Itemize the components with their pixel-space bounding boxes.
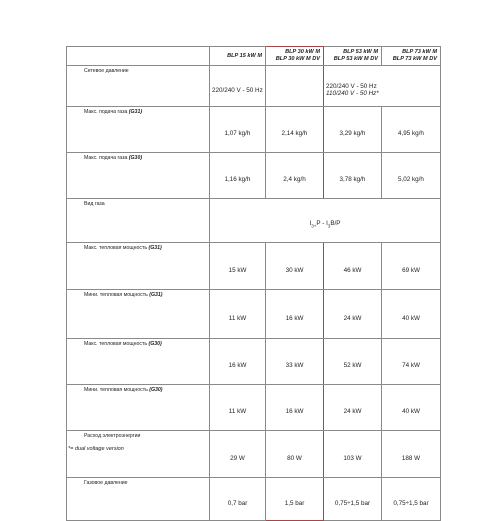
header-col4-line2: BLP 73 kW M DV (392, 56, 437, 62)
table-cell: 29 W (210, 431, 266, 478)
row-label: Сетевое давление (67, 66, 210, 107)
table-cell: 69 kW (382, 243, 441, 290)
footnote: *= dual voltage version (68, 446, 124, 452)
label-text: Мини. тепловая мощность (84, 387, 150, 393)
row-max-power-g30 (67, 339, 441, 385)
header-col3-line1: BLP 53 kW M (343, 49, 378, 55)
table-cell: 15 kW (210, 243, 266, 290)
row-min-power-g30 (67, 385, 441, 431)
row-label (67, 243, 210, 290)
table-cell: 16 kW (266, 385, 324, 431)
voltage-line2: 110/240 V - 50 Hz* (326, 90, 379, 97)
row-min-power-g31 (67, 290, 441, 339)
voltage-value: 220/240 V - 50 Hz (212, 86, 263, 94)
header-empty-cell (67, 47, 210, 66)
row-electric (67, 431, 441, 478)
label-text: Мини. тепловая мощность (84, 292, 150, 298)
label-text: Макс. подача газа (84, 109, 129, 115)
header-col-blp15 (210, 47, 266, 66)
row-voltage (67, 66, 441, 107)
table-cell: 24 kW (324, 290, 382, 339)
row-label: Вид газа (67, 199, 210, 243)
table-cell: 24 kW (324, 385, 382, 431)
table-cell: 1,16 kg/h (210, 153, 266, 199)
gas-sub2: 3 (327, 223, 331, 229)
table-cell: 0,75÷1,5 bar (324, 478, 382, 521)
row-label: Газовое давление (67, 478, 210, 521)
table-cell: 16 kW (210, 339, 266, 385)
label-gas: (G31) (148, 245, 162, 251)
header-row (67, 47, 441, 66)
table-cell: 46 kW (324, 243, 382, 290)
voltage-blp30 (266, 66, 324, 107)
gas-sub1: 3+ (311, 223, 317, 229)
table-cell: 40 kW (382, 290, 441, 339)
label-text: Макс. тепловая мощность (84, 341, 149, 347)
table-cell: 16 kW (266, 290, 324, 339)
label-gas: (G30) (128, 155, 143, 161)
table-cell: 1,07 kg/h (210, 107, 266, 153)
table-cell: 3,29 kg/h (324, 107, 382, 153)
row-label: Расход электроэнергии (67, 431, 210, 478)
label-text: Макс. подача газа (84, 155, 129, 161)
row-gas-g30 (67, 153, 441, 199)
row-label (67, 290, 210, 339)
row-gas-pressure (67, 478, 441, 521)
table-cell: 52 kW (324, 339, 382, 385)
gas-i: I (309, 220, 312, 228)
header-col2-line2: BLP 30 kW M DV (275, 56, 320, 62)
header-col-blp53 (324, 47, 382, 66)
voltage-blp53-73 (324, 66, 441, 107)
table-cell: 103 W (324, 431, 382, 478)
row-label (67, 153, 210, 199)
header-col4-line1: BLP 73 kW M (402, 49, 437, 55)
gas-type-value (210, 199, 441, 243)
label-text: Макс. тепловая мощность (84, 245, 149, 251)
table-cell: 0,75÷1,5 bar (382, 478, 441, 521)
table-cell: 33 kW (266, 339, 324, 385)
table-cell: 30 kW (266, 243, 324, 290)
row-gas-type (67, 199, 441, 243)
header-col-blp73 (382, 47, 441, 66)
voltage-line1: 220/240 V - 50 Hz (326, 83, 377, 90)
header-col1: BLP 15 kW M (227, 52, 262, 59)
row-max-power-g31 (67, 243, 441, 290)
row-label (67, 107, 210, 153)
table-cell: 11 kW (210, 385, 266, 431)
header-col-blp30 (266, 47, 324, 66)
row-gas-g31 (67, 107, 441, 153)
table-cell: 3,78 kg/h (324, 153, 382, 199)
label-gas: (G31) (149, 292, 163, 298)
table-cell: 0,7 bar (210, 478, 266, 521)
voltage-blp15 (210, 66, 266, 107)
table-cell: 5,02 kg/h (382, 153, 441, 199)
gas-end: B/P (330, 220, 341, 228)
label-gas: (G31) (128, 109, 143, 115)
table-cell: 2,14 kg/h (266, 107, 324, 153)
label-gas: (G30) (149, 387, 163, 393)
label-gas: (G30) (148, 341, 162, 347)
gas-mid: P - I (316, 220, 328, 228)
row-label (67, 385, 210, 431)
header-col2-line1: BLP 30 kW M (285, 49, 320, 55)
table-cell: 188 W (382, 431, 441, 478)
table-cell: 4,95 kg/h (382, 107, 441, 153)
table-cell: 40 kW (382, 385, 441, 431)
header-col3-line2: BLP 53 kW M DV (333, 56, 378, 62)
row-label (67, 339, 210, 385)
table-cell: 11 kW (210, 290, 266, 339)
table-cell: 2,4 kg/h (266, 153, 324, 199)
table-cell: 1,5 bar (266, 478, 324, 521)
table-cell: 74 kW (382, 339, 441, 385)
table-cell: 80 W (266, 431, 324, 478)
